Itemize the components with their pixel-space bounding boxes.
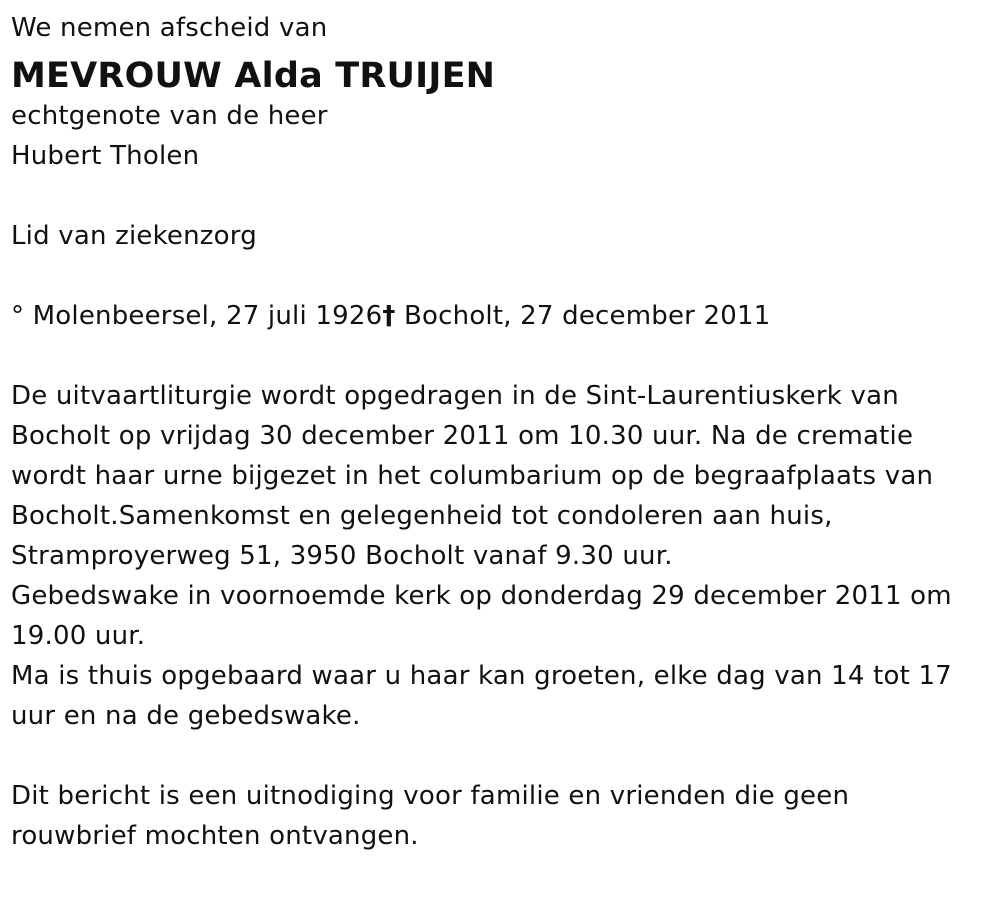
spacer <box>11 336 986 376</box>
death-text: Bocholt, 27 december 2011 <box>395 301 771 331</box>
relation-line-2: Hubert Tholen <box>11 141 200 171</box>
vigil-line: 19.00 uur. <box>11 621 146 651</box>
birth-death-line <box>11 296 986 336</box>
cross-icon: † <box>382 301 396 331</box>
deceased-name: MEVROUW Alda TRUIJEN <box>11 56 496 96</box>
spacer <box>11 176 986 216</box>
funeral-line: De uitvaartliturgie wordt opgedragen in de Sint-Laurentiuskerk van <box>11 381 899 411</box>
funeral-line: Bocholt.Samenkomst en gelegenheid tot condoleren aan huis, <box>11 501 833 531</box>
membership-text: Lid van ziekenzorg <box>11 221 257 251</box>
spacer <box>11 256 986 296</box>
relation-line-1: echtgenote van de heer <box>11 101 328 131</box>
visit-line: uur en na de gebedswake. <box>11 701 361 731</box>
visit-line: Ma is thuis opgebaard waar u haar kan groeten, elke dag van 14 tot 17 <box>11 661 952 691</box>
obituary-notice <box>11 8 986 856</box>
spacer <box>11 736 986 776</box>
funeral-line: wordt haar urne bijgezet in het columbarium op de begraafplaats van <box>11 461 934 491</box>
closing-line: Dit bericht is een uitnodiging voor familie en vrienden die geen <box>11 781 850 811</box>
funeral-line: Bocholt op vrijdag 30 december 2011 om 10.30 uur. Na de crematie <box>11 421 914 451</box>
vigil-line: Gebedswake in voornoemde kerk op donderdag 29 december 2011 om <box>11 581 952 611</box>
funeral-line: Stramproyerweg 51, 3950 Bocholt vanaf 9.30 uur. <box>11 541 673 571</box>
birth-text: ° Molenbeersel, 27 juli 1926 <box>11 301 383 331</box>
intro-text: We nemen afscheid van <box>11 13 328 43</box>
closing-line: rouwbrief mochten ontvangen. <box>11 821 419 851</box>
